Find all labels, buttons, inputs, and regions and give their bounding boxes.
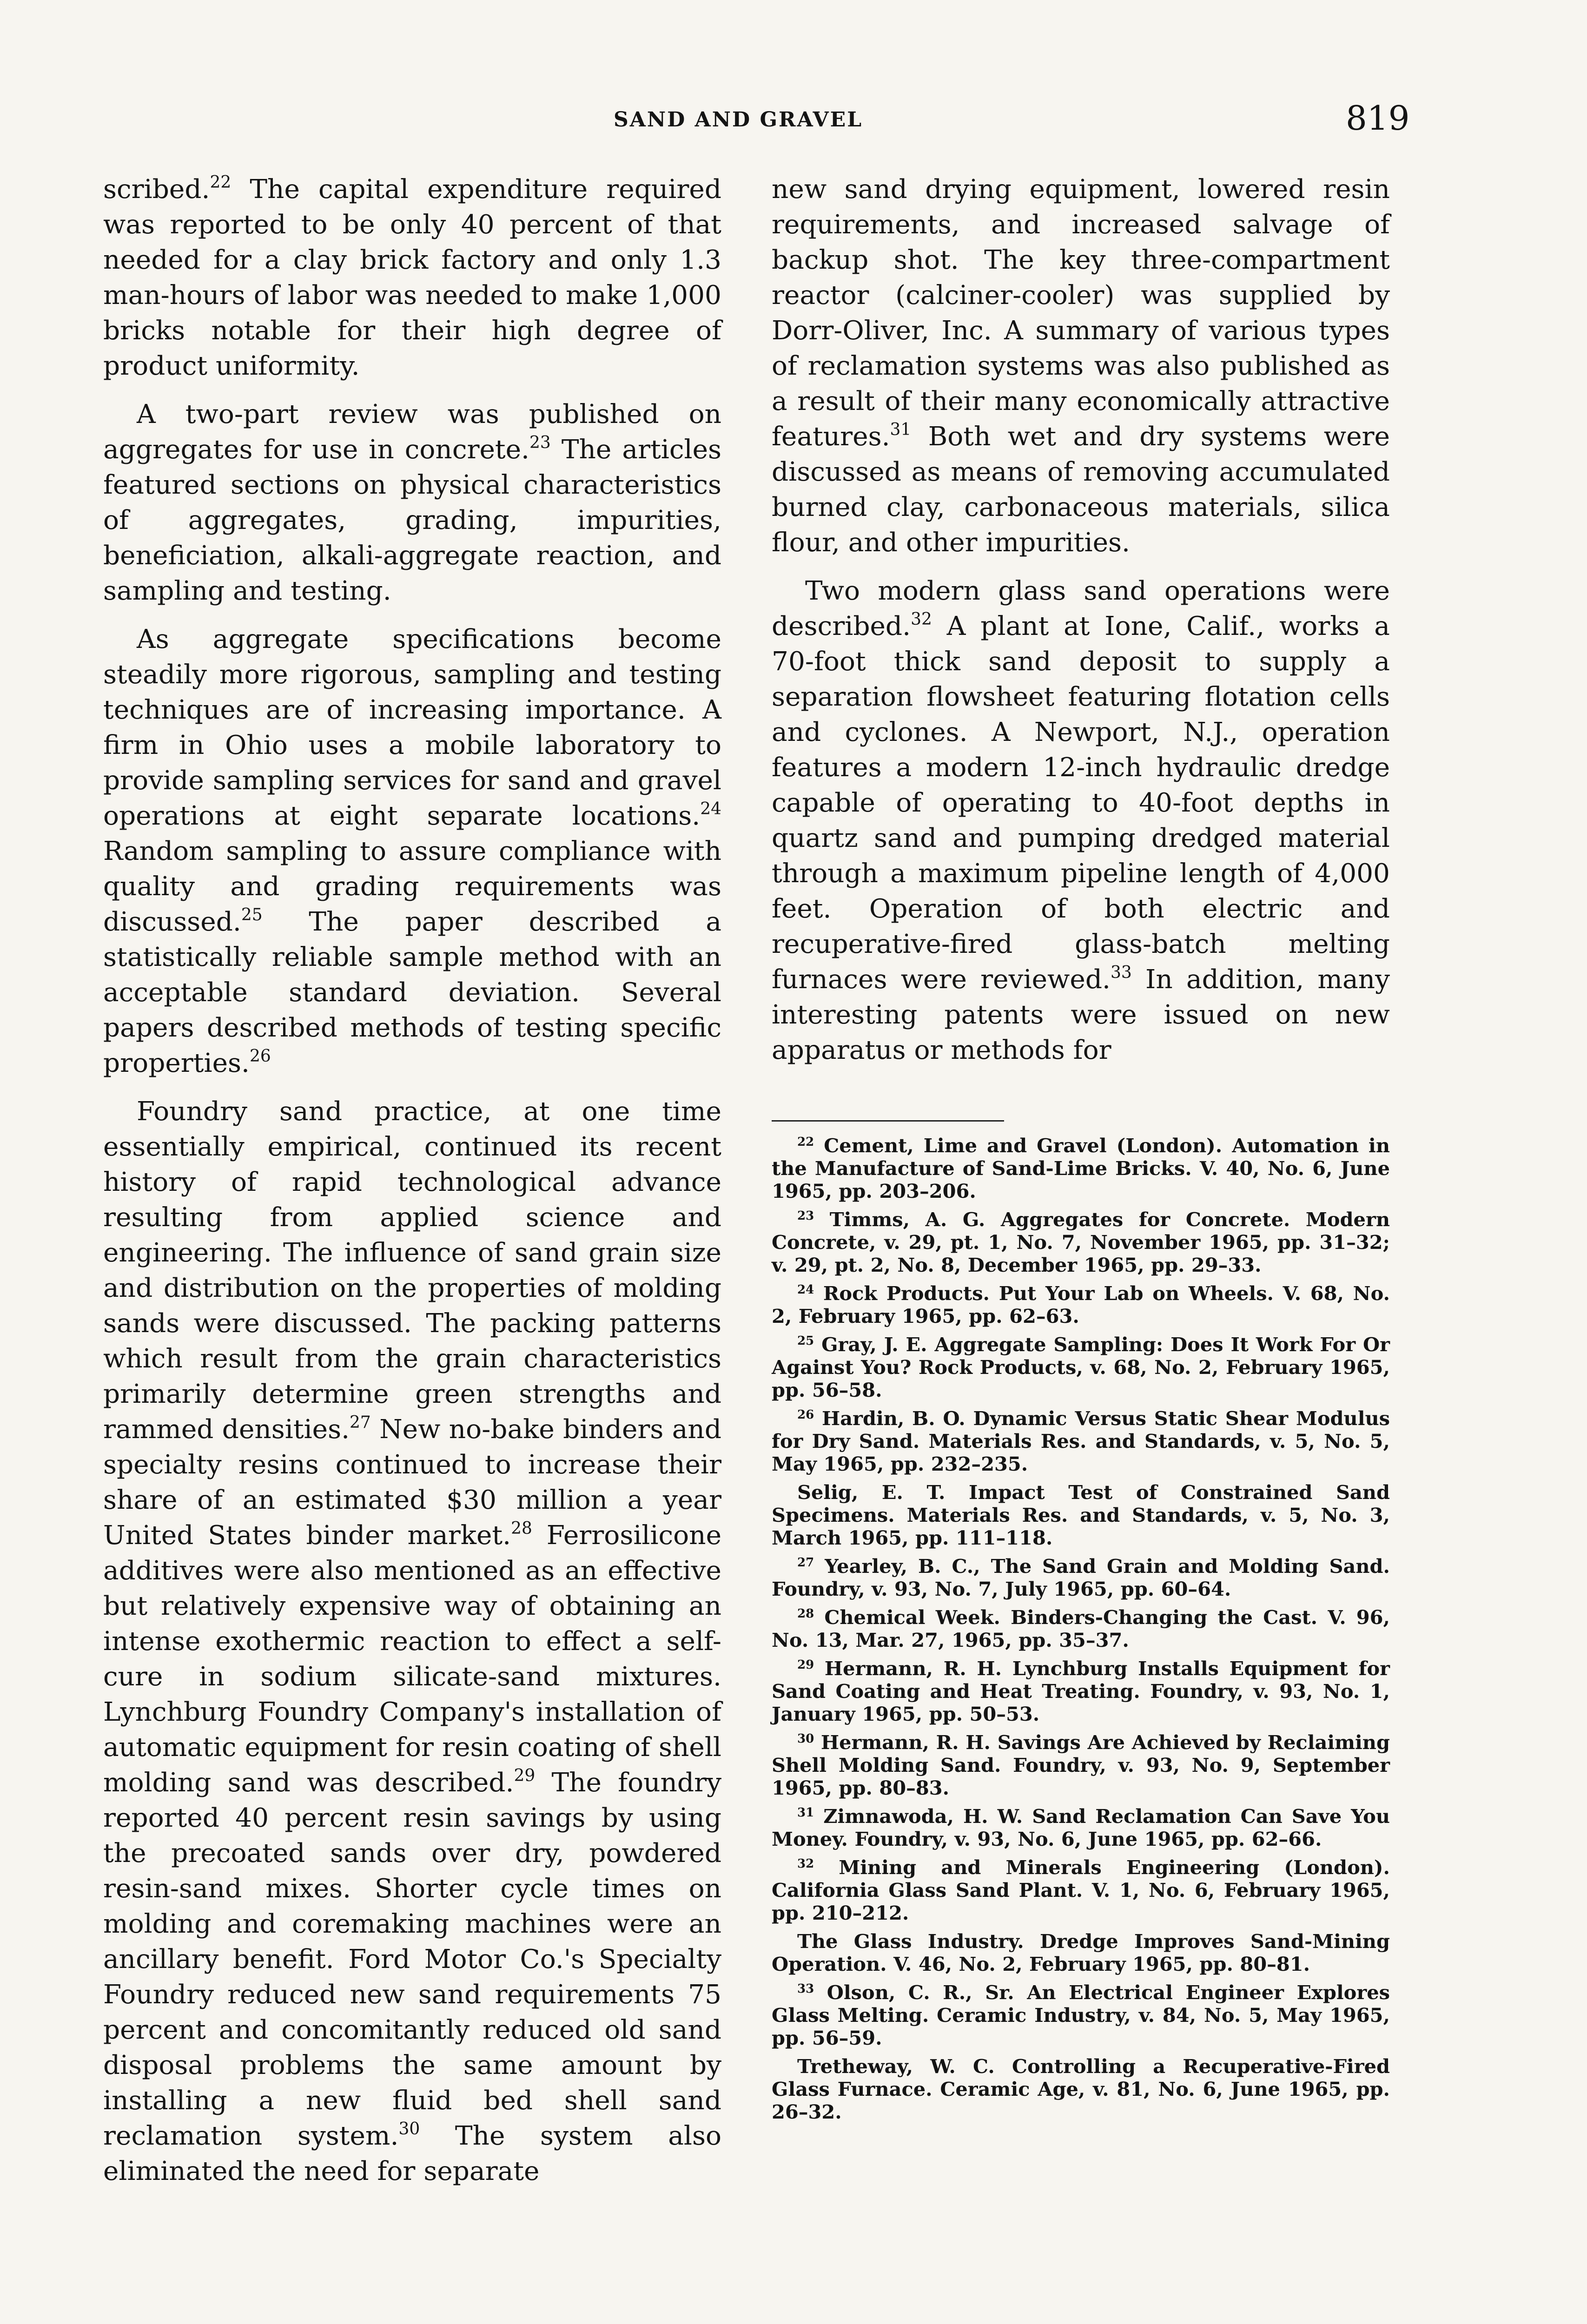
footnote: $^{26}$ Hardin, B. O. Dynamic Versus Static Shear Modulus for Dry Sand. Materials Res. and Standards, v. 5, No. 5, May 1965, pp. 232–235. <box>772 1407 1390 1475</box>
running-head: SAND AND GRAVEL <box>614 108 863 132</box>
page-number: 819 <box>1346 99 1410 138</box>
paragraph: A two-part review was published on aggregates for use in concrete.$^{23}$ The articles featured sections on physical characteristics of aggregates, grading, impurities, beneficiation, alkali-aggregate reaction, and sampling and testing. <box>103 399 722 606</box>
footnote: $^{24}$ Rock Products. Put Your Lab on Wheels. V. 68, No. 2, February 1965, pp. 62–63. <box>772 1282 1390 1327</box>
left-column <box>103 172 721 2202</box>
footnote: Selig, E. T. Impact Test of Constrained Sand Specimens. Materials Res. and Standards, v. 5, No. 3, March 1965, pp. 111–118. <box>772 1481 1390 1549</box>
footnote: Tretheway, W. C. Controlling a Recuperative-Fired Glass Furnace. Ceramic Age, v. 81, No. 6, June 1965, pp. 26–32. <box>772 2055 1390 2123</box>
paragraph: scribed.$^{22}$ The capital expenditure required was reported to be only 40 percent of that needed for a clay brick factory and only 1.3 man-hours of labor was needed to make 1,000 bricks notable for their high degree of product uniformity. <box>103 173 721 381</box>
footnote: $^{31}$ Zimnawoda, H. W. Sand Reclamation Can Save You Money. Foundry, v. 93, No. 6, June 1965, pp. 62–66. <box>772 1805 1390 1850</box>
footnote-ref: 24 <box>700 799 721 819</box>
paragraph: Foundry sand practice, at one time essentially empirical, continued its recent history of rapid technological advance resulting from applied science and engineering. The influence of sand grain size and distribution on the properties of molding sands were discussed. The packing patterns which result from the grain characteristics primarily determine green strengths and rammed densities.$^{27}$ New no-bake binders and specialty resins continued to increase their share of an estimated $30 million a year United States binder market.$^{28}$ Ferrosilicone additives were also mentioned as an effective but relatively expensive way of obtaining an intense exothermic reaction to effect a self-cure in sodium silicate-sand mixtures. Lynchburg Foundry Company's installation of automatic equipment for resin coating of shell molding sand was described.$^{29}$ The foundry reported 40 percent resin savings by using the precoated sands over dry, powdered resin-sand mixes. Shorter cycle times on molding and coremaking machines were an ancillary benefit. Ford Motor Co.'s Specialty Foundry reduced new sand requirements 75 percent and concomitantly reduced old sand disposal problems the same amount by installing a new fluid bed shell sand reclamation system.$^{30}$ The system also eliminated the need for separate <box>103 1096 722 2186</box>
footnote-ref: 28 <box>511 1519 532 1538</box>
footnote: $^{25}$ Gray, J. E. Aggregate Sampling: Does It Work For Or Against You? Rock Products, v. 68, No. 2, February 1965, pp. 56–58. <box>772 1333 1390 1401</box>
footnote: $^{22}$ Cement, Lime and Gravel (London). Automation in the Manufacture of Sand-Lime Bricks. V. 40, No. 6, June 1965, pp. 203–206. <box>772 1134 1390 1202</box>
footnote-divider <box>772 1120 1004 1122</box>
paragraph: As aggregate specifications become steadily more rigorous, sampling and testing techniques are of increasing importance. A firm in Ohio uses a mobile laboratory to provide sampling services for sand and gravel operations at eight separate locations.$^{24}$ Random sampling to assure compliance with quality and grading requirements was discussed.$^{25}$ The paper described a statistically reliable sample method with an acceptable standard deviation. Several papers described methods of testing specific properties.$^{26}$ <box>103 624 721 1078</box>
footnote-ref: 22 <box>210 173 231 192</box>
footnote-ref: 23 <box>529 433 551 452</box>
paragraph: Two modern glass sand operations were described.$^{32}$ A plant at Ione, Calif., works a 70-foot thick sand deposit to supply a separation flowsheet featuring flotation cells and cyclones. A Newport, N.J., operation features a modern 12-inch hydraulic dredge capable of operating to 40-foot depths in quartz sand and pumping dredged material through a maximum pipeline length of 4,000 feet. Operation of both electric and recuperative-fired glass-batch melting furnaces were reviewed.$^{33}$ In addition, many interesting patents were issued on new apparatus or methods for <box>772 576 1390 1065</box>
footnote: $^{32}$ Mining and Minerals Engineering (London). California Glass Sand Plant. V. 1, No. 6, February 1965, pp. 210–212. <box>772 1856 1390 1924</box>
footnote: $^{28}$ Chemical Week. Binders-Changing the Cast. V. 96, No. 13, Mar. 27, 1965, pp. 35–37. <box>772 1606 1390 1651</box>
footnote: $^{27}$ Yearley, B. C., The Sand Grain and Molding Sand. Foundry, v. 93, No. 7, July 1965, pp. 60–64. <box>772 1555 1390 1600</box>
footnote-ref: 33 <box>1110 963 1132 982</box>
footnote-ref: 31 <box>890 420 912 439</box>
footnote: $^{30}$ Hermann, R. H. Savings Are Achieved by Reclaiming Shell Molding Sand. Foundry, v. 93, No. 9, September 1965, pp. 80–83. <box>772 1731 1390 1799</box>
right-column <box>772 172 1390 1081</box>
footnote-ref: 26 <box>249 1047 271 1066</box>
footnote: $^{33}$ Olson, C. R., Sr. An Electrical Engineer Explores Glass Melting. Ceramic Industry, v. 84, No. 5, May 1965, pp. 56–59. <box>772 1981 1390 2049</box>
footnote: $^{23}$ Timms, A. G. Aggregates for Concrete. Modern Concrete, v. 29, pt. 1, No. 7, November 1965, pp. 31–32; v. 29, pt. 2, No. 8, December 1965, pp. 29–33. <box>772 1208 1390 1276</box>
paragraph: new sand drying equipment, lowered resin requirements, and increased salvage of backup shot. The key three-compartment reactor (calciner-cooler) was supplied by Dorr-Oliver, Inc. A summary of various types of reclamation systems was also published as a result of their many economically attractive features.$^{31}$ Both wet and dry systems were discussed as means of removing accumulated burned clay, carbonaceous materials, silica flour, and other impurities. <box>772 174 1390 558</box>
footnote-ref: 29 <box>514 1766 536 1785</box>
footnote-ref: 30 <box>398 2119 420 2139</box>
footnotes <box>772 1134 1390 2129</box>
footnote: The Glass Industry. Dredge Improves Sand-Mining Operation. V. 46, No. 2, February 1965, pp. 80–81. <box>772 1930 1390 1975</box>
footnote-ref: 25 <box>241 905 263 924</box>
footnote-ref: 32 <box>911 610 932 629</box>
footnote-ref: 27 <box>350 1413 371 1432</box>
footnote: $^{29}$ Hermann, R. H. Lynchburg Installs Equipment for Sand Coating and Heat Treating. Foundry, v. 93, No. 1, January 1965, pp. 50–53. <box>772 1657 1390 1725</box>
